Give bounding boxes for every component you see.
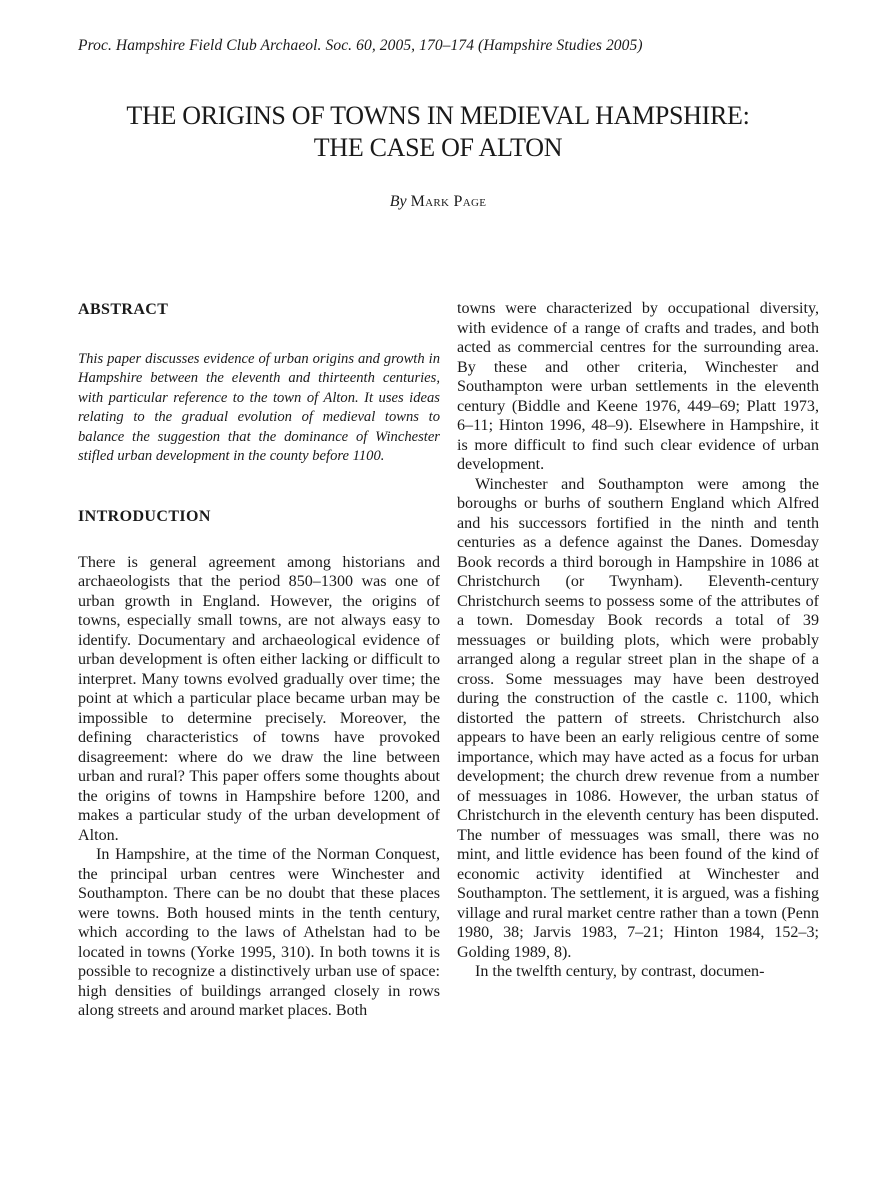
journal-citation: Proc. Hampshire Field Club Archaeol. Soc. 60, 2005, 170–174 (Hampshire Studies 2005) <box>78 37 643 54</box>
body-paragraph-twelfth-century: In the twelfth century, by contrast, documen- <box>475 963 765 980</box>
abstract-text: This paper discusses evidence of urban origins and growth in Hampshire between the eleventh and thirteenth centuries, with particular reference to the town of Alton. It uses ideas relating to the gradual evolution of medieval towns to balance the suggestion that the dominance of Winchester stifled urban development in the county before 1100. <box>78 350 440 465</box>
author-name: Mark Page <box>410 193 487 210</box>
introduction-paragraph-2: In Hampshire, at the time of the Norman Conquest, the principal urban centres were Winchester and Southampton. There can be no doubt that these places were towns. Both housed mints in the tenth century, which according to the laws of Athelstan had to be located in towns (Yorke 1995, 310). In both towns it is possible to recognize a distinctively urban use of space: high densities of buildings arranged closely in rows along streets and around market places. Both <box>78 846 440 1020</box>
body-paragraph-continued: towns were characterized by occupational diversity, with evidence of a range of crafts and trades, and both acted as commercial centres for the surrounding area. By these and other criteria, Winchester and Southampton were urban settlements in the eleventh century (Biddle and Keene 1976, 449–69; Platt 1973, 6–11; Hinton 1996, 48–9). Elsewhere in Hampshire, it is more difficult to find such clear evidence of urban development. <box>457 300 819 473</box>
article-title-line-2: THE CASE OF ALTON <box>313 133 563 162</box>
introduction-heading: INTRODUCTION <box>78 508 211 526</box>
introduction-paragraph-1: There is general agreement among historians and archaeologists that the period 850–1300 was one of urban growth in England. However, the origins of towns, especially small towns, are not always easy to identify. Documentary and archaeological evidence of urban development is often either lacking or difficult to interpret. Many towns evolved gradually over time; the point at which a particular place became urban may be impossible to determine precisely. Moreover, the defining characteristics of towns have provoked disagreement: where do we draw the line between urban and rural? This paper offers some thoughts about the origins of towns in Hampshire before 1200, and makes a particular study of the urban development of Alton. <box>78 553 440 844</box>
body-paragraph-christchurch: Winchester and Southampton were among the boroughs or burhs of southern England which Alfred and his successors fortified in the ninth and tenth centuries as a defence against the Danes. Domesday Book records a third borough in Hampshire in 1086 at Christchurch (or Twynham). Eleventh-century Christchurch seems to possess some of the attributes of a town. Domesday Book records a total of 39 messuages or building plots, which were probably arranged along a regular street plan in the shape of a cross. Some messuages may have been destroyed during the construction of the castle c. 1100, which distorted the pattern of streets. Christchurch also appears to have been an early religious centre of some importance, which may have acted as a focus for urban development; the church drew revenue from a number of messuages in 1086. However, the urban status of Christchurch in the eleventh century has been disputed. The number of messuages was small, there was no mint, and little evidence has been found of the kind of economic activity identified at Winchester and Southampton. The settlement, it is argued, was a fishing village and rural market centre rather than a town (Penn 1980, 38; Jarvis 1983, 7–21; Hinton 1984, 152–3; Golding 1989, 8). <box>457 475 819 961</box>
article-title-line-1: THE ORIGINS OF TOWNS IN MEDIEVAL HAMPSHIRE: <box>126 101 750 130</box>
right-column <box>457 299 819 982</box>
left-column <box>78 300 440 1021</box>
byline <box>40 193 836 211</box>
byline-by: By <box>389 193 407 210</box>
article-title <box>40 100 836 164</box>
abstract-heading: ABSTRACT <box>78 301 169 318</box>
